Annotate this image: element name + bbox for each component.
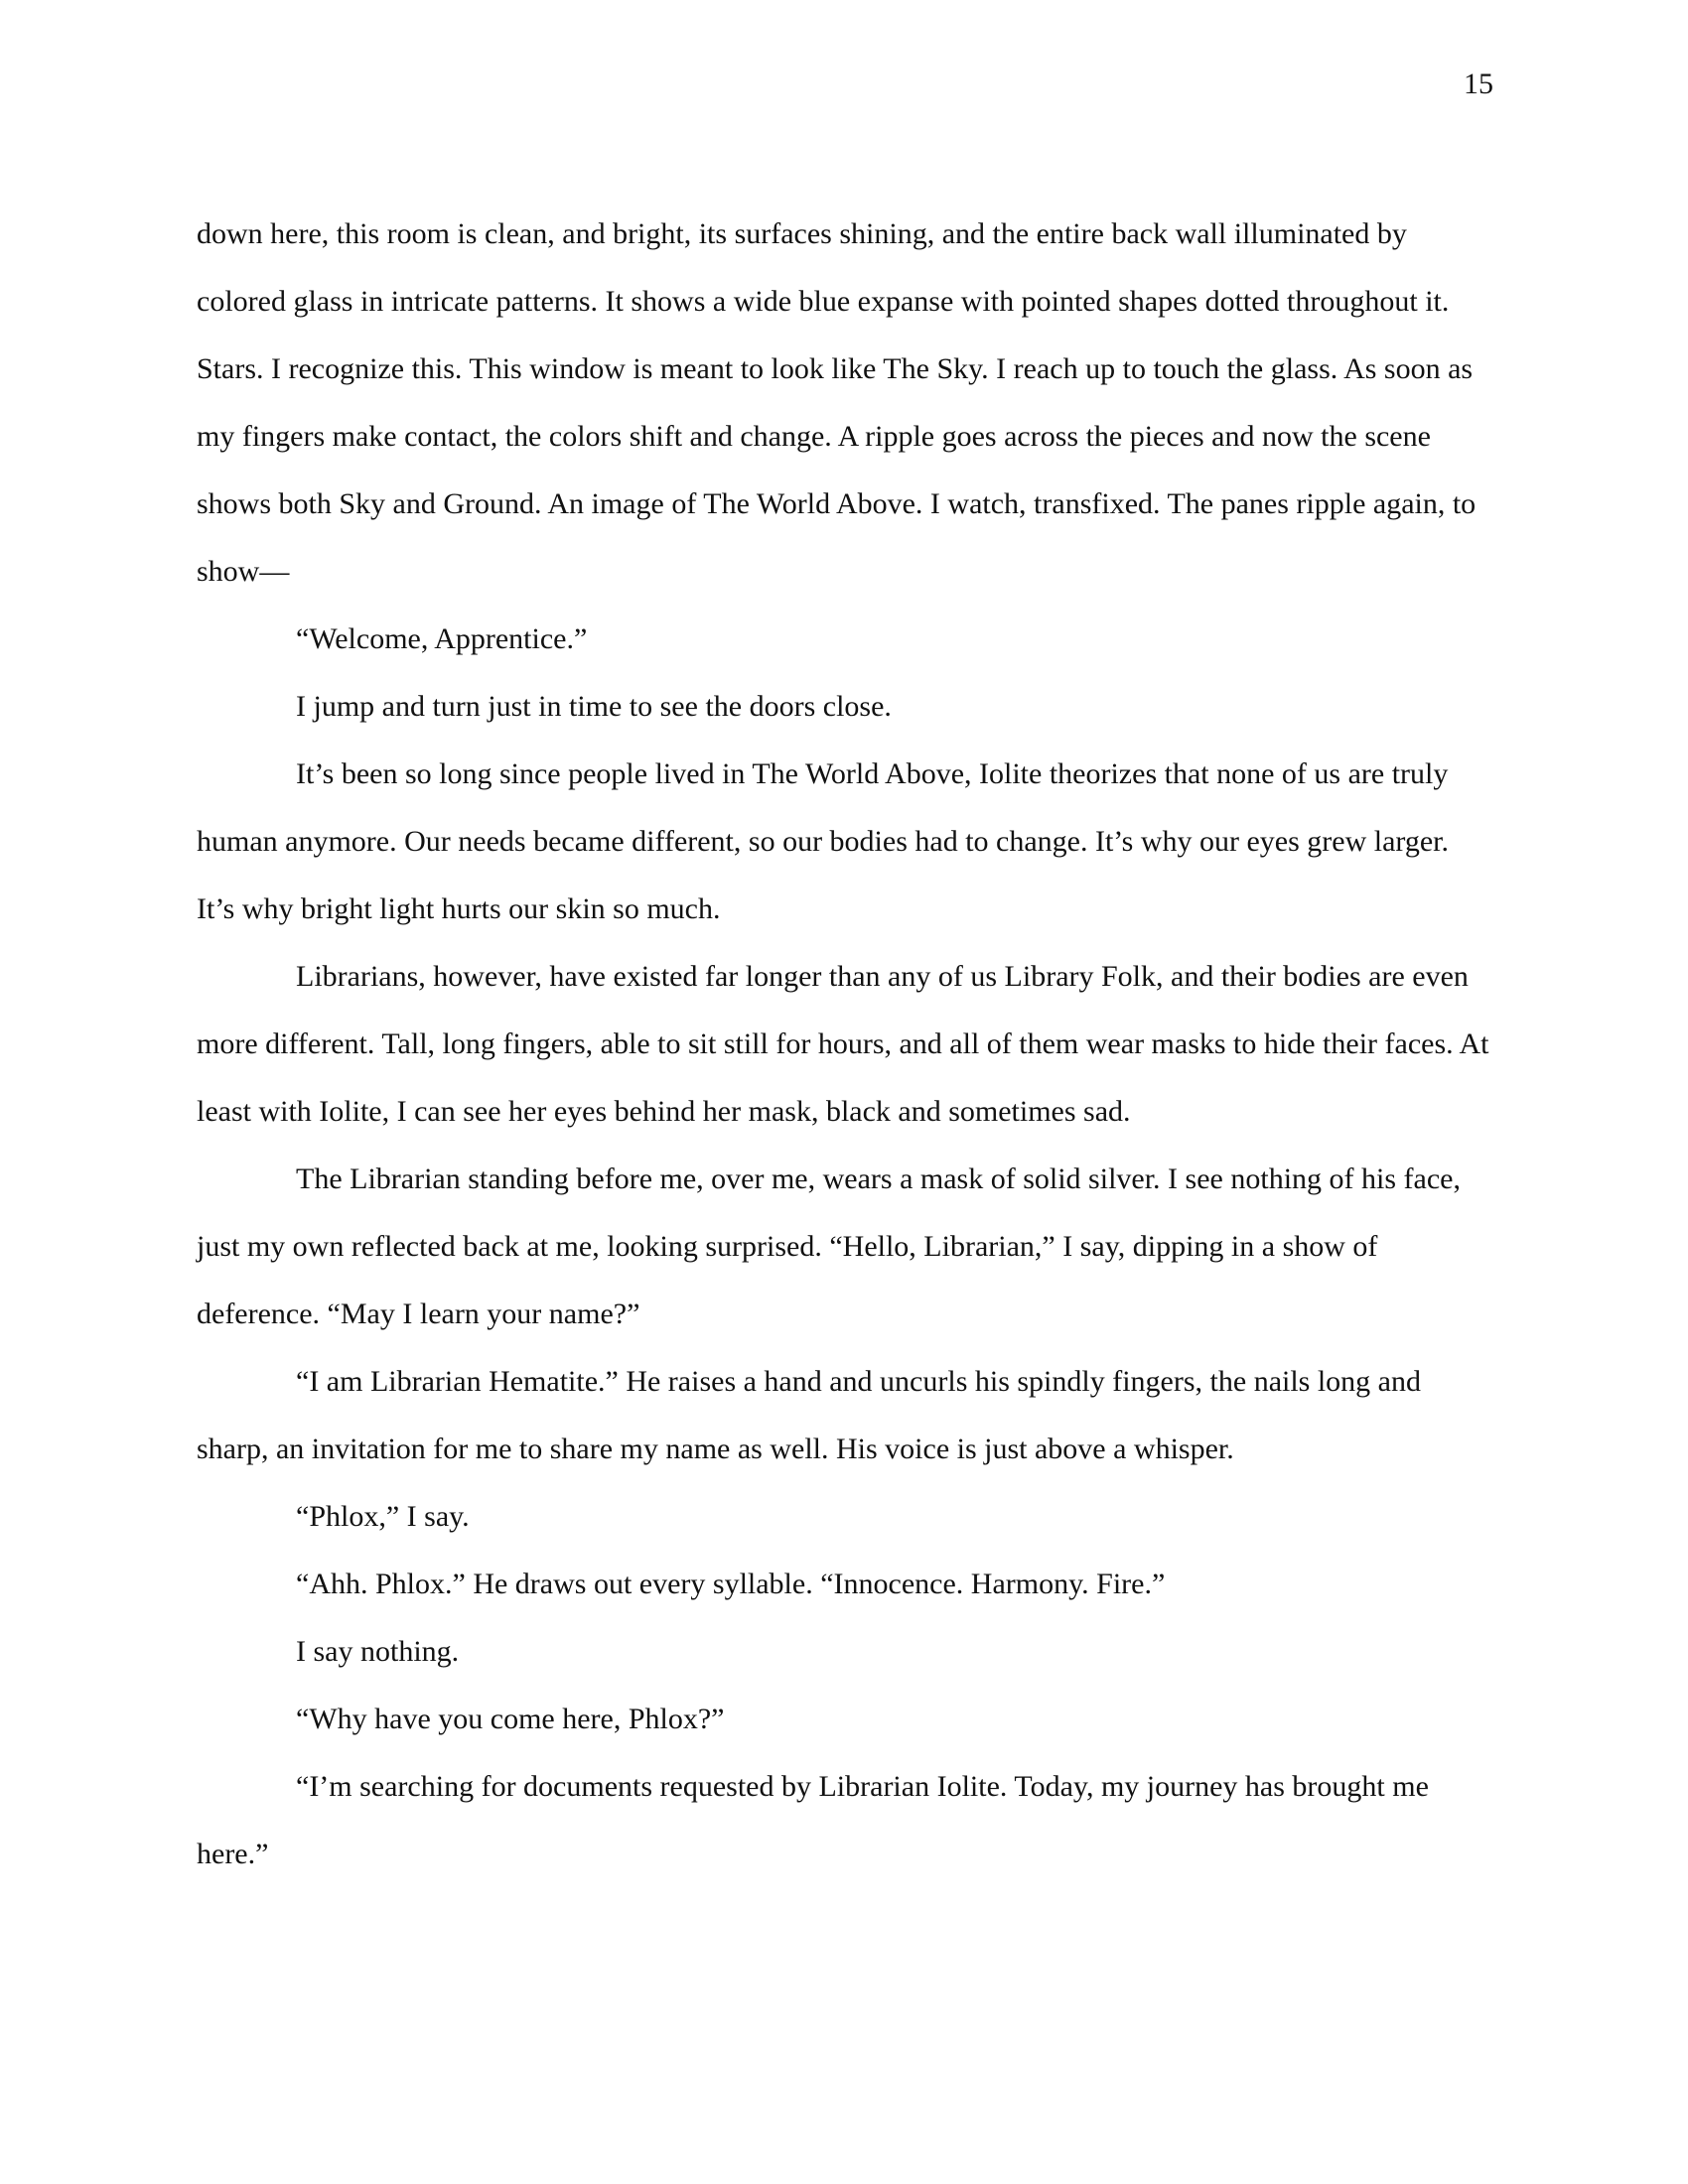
paragraph: It’s been so long since people lived in The World Above, Iolite theorizes that none of us are truly human anymore. Our needs became different, so our bodies had to change. It’s why our eyes grew larger. It’s why bright light hurts our skin so much. — [197, 757, 1449, 925]
manuscript-body — [197, 201, 1491, 1888]
paragraph: “I’m searching for documents requested by Librarian Iolite. Today, my journey has brought me here.” — [197, 1770, 1429, 1870]
paragraph: “I am Librarian Hematite.” He raises a hand and uncurls his spindly fingers, the nails long and sharp, an invitation for me to share my name as well. His voice is just above a whisper. — [197, 1365, 1421, 1465]
paragraph: I say nothing. — [296, 1635, 460, 1668]
paragraph: “Welcome, Apprentice.” — [296, 622, 588, 655]
paragraph: “Phlox,” I say. — [296, 1500, 470, 1533]
paragraph: “Ahh. Phlox.” He draws out every syllable. “Innocence. Harmony. Fire.” — [296, 1568, 1166, 1600]
page-number: 15 — [1464, 68, 1493, 100]
paragraph: “Why have you come here, Phlox?” — [296, 1703, 725, 1735]
paragraph: The Librarian standing before me, over me, wears a mask of solid silver. I see nothing of his face, just my own reflected back at me, looking surprised. “Hello, Librarian,” I say, dipping in a show of deference. “May I learn your name?” — [197, 1162, 1461, 1330]
paragraph: Librarians, however, have existed far longer than any of us Library Folk, and their bodies are even more different. Tall, long fingers, able to sit still for hours, and all of them wear masks to hide their faces. At least with Iolite, I can see her eyes behind her mask, black and sometimes sad. — [197, 960, 1489, 1128]
paragraph-continued: down here, this room is clean, and bright, its surfaces shining, and the entire back wall illuminated by colored glass in intricate patterns. It shows a wide blue expanse with pointed shapes dotted throughout it. Stars. I recognize this. This window is meant to look like The Sky. I reach up to touch the glass. As soon as my fingers make contact, the colors shift and change. A ripple goes across the pieces and now the scene shows both Sky and Ground. An image of The World Above. I watch, transfixed. The panes ripple again, to show— — [197, 217, 1477, 588]
paragraph: I jump and turn just in time to see the doors close. — [296, 690, 892, 723]
